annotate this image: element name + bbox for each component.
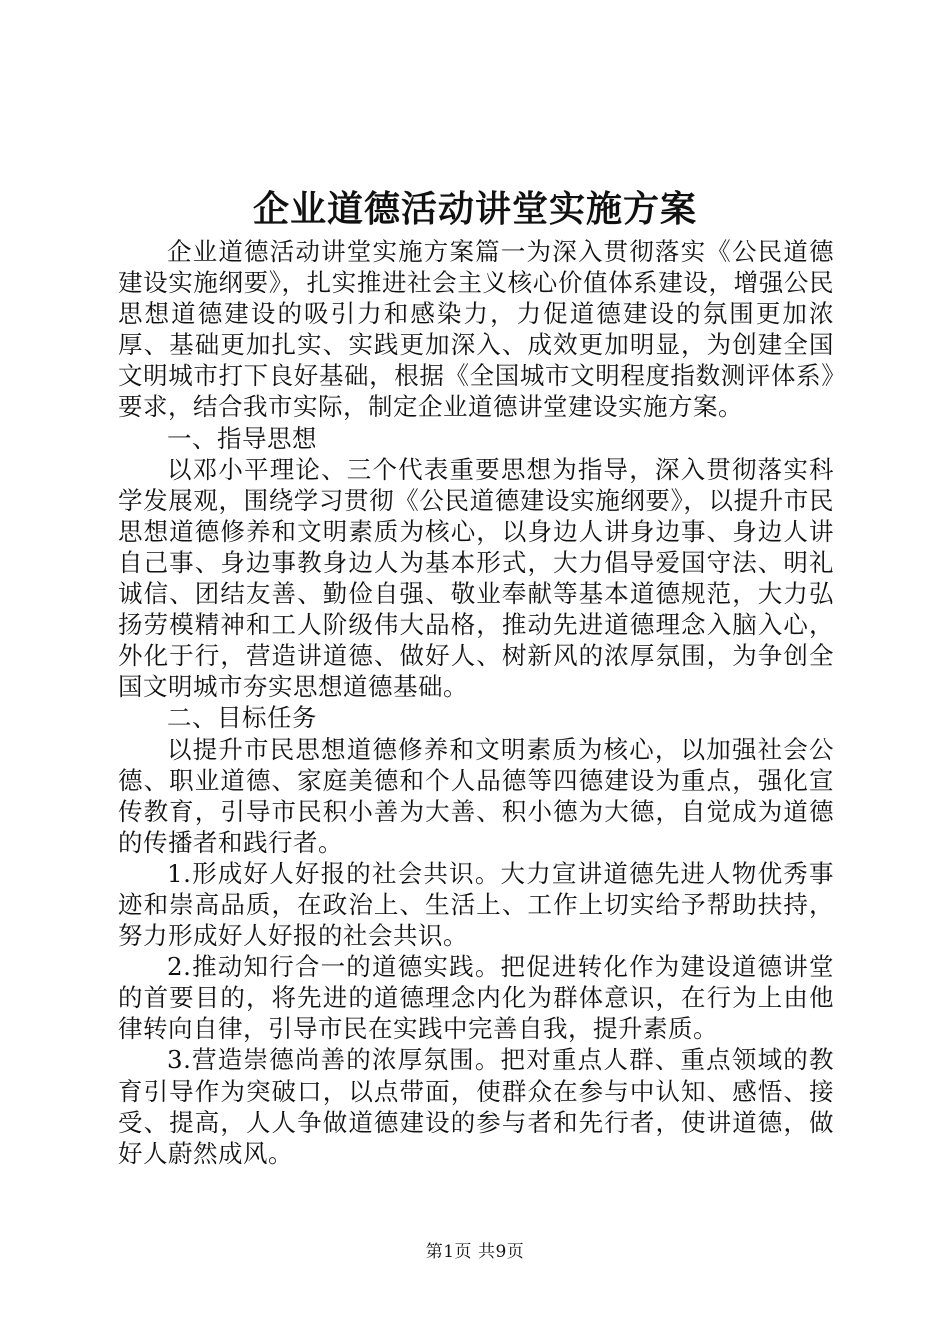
objectives-paragraph: 以提升市民思想道德修养和文明素质为核心，以加强社会公德、职业道德、家庭美德和个人品德等四德建设为重点，强化宣传教育，引导市民积小善为大善、积小德为大德，自觉成为道德的传播者和践行者。 [118,734,834,857]
objective-item-1: 1.形成好人好报的社会共识。大力宣讲道德先进人物优秀事迹和崇高品质，在政治上、生活上、工作上切实给予帮助扶持，努力形成好人好报的社会共识。 [118,858,834,951]
guiding-ideology-paragraph: 以邓小平理论、三个代表重要思想为指导，深入贯彻落实科学发展观，围绕学习贯彻《公民道德建设实施纲要》，以提升市民思想道德修养和文明素质为核心，以身边人讲身边事、身边人讲自己事、身边事教身边人为基本形式，大力倡导爱国守法、明礼诚信、团结友善、勤俭自强、敬业奉献等基本道德规范，大力弘扬劳模精神和工人阶级伟大品格，推动先进道德理念入脑入心，外化于行，营造讲道德、做好人、树新风的浓厚氛围，为争创全国文明城市夯实思想道德基础。 [118,454,834,702]
objective-item-2: 2.推动知行合一的道德实践。把促进转化作为建设道德讲堂的首要目的，将先进的道德理念内化为群体意识，在行为上由他律转向自律，引导市民在实践中完善自我，提升素质。 [118,952,834,1044]
document-title: 企业道德活动讲堂实施方案 [252,188,697,230]
intro-paragraph: 企业道德活动讲堂实施方案篇一为深入贯彻落实《公民道德建设实施纲要》，扎实推进社会主义核心价值体系建设，增强公民思想道德建设的吸引力和感染力，力促道德建设的氛围更加浓厚、基础更加扎实、实践更加深入、成效更加明显，为创建全国文明城市打下良好基础，根据《全国城市文明程度指数测评体系》要求，结合我市实际，制定企业道德讲堂建设实施方案。 [118,237,834,422]
section-heading-guiding-ideology: 一、指导思想 [167,423,317,453]
document-body [118,236,834,1169]
page-number-footer: 第1页 共9页 [425,1242,525,1262]
objective-item-3: 3.营造崇德尚善的浓厚氛围。把对重点人群、重点领域的教育引导作为突破口，以点带面，使群众在参与中认知、感悟、接受、提高，人人争做道德建设的参与者和先行者，使讲道德，做好人蔚然成风。 [118,1045,834,1168]
section-heading-objectives: 二、目标任务 [167,703,317,733]
